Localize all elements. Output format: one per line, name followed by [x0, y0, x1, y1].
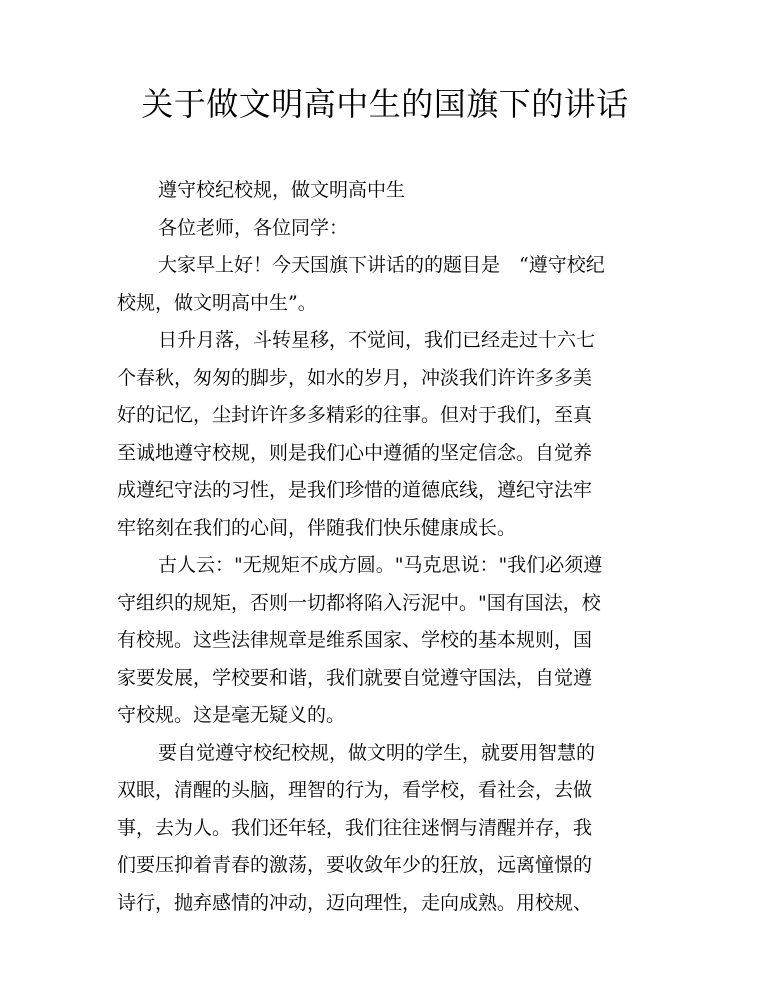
text-line: 事，去为人。我们还年轻，我们往往迷惘与清醒并存，我	[117, 816, 593, 839]
text-line: 诗行，抛弃感情的冲动，迈向理性，走向成熟。用校规、	[117, 891, 593, 914]
document-title: 关于做文明高中生的国旗下的讲话	[141, 85, 629, 123]
text-line: 个春秋，匆匆的脚步，如水的岁月，冲淡我们许许多多美	[117, 366, 593, 389]
text-line: 成遵纪守法的习性，是我们珍惜的道德底线，遵纪守法牢	[117, 479, 593, 501]
text-line: 遵守校纪校规，做文明高中生	[158, 179, 406, 201]
text-line: 有校规。这些法律规章是维系国家、学校的基本规则，国	[117, 629, 593, 651]
text-line: 要自觉遵守校纪校规，做文明的学生，就要用智慧的	[158, 741, 596, 764]
text-line: 牢铭刻在我们的心间，伴随我们快乐健康成长。	[117, 516, 517, 539]
text-line: 校规，做文明高中生”。	[117, 291, 317, 314]
text-line: 好的记忆，尘封许许多多精彩的往事。但对于我们，至真	[117, 404, 593, 426]
document-body	[117, 172, 657, 922]
text-line: 日升月落，斗转星移，不觉间，我们已经走过十六七	[158, 329, 596, 351]
text-line: 至诚地遵守校规，则是我们心中遵循的坚定信念。自觉养	[117, 441, 593, 464]
text-line: 家要发展，学校要和谐，我们就要自觉遵守国法，自觉遵	[117, 666, 593, 689]
text-line: 双眼，清醒的头脑，理智的行为，看学校，看社会，去做	[117, 779, 593, 801]
text-line: 大家早上好！今天国旗下讲话的的题目是 “遵守校纪	[158, 254, 605, 276]
text-line: 古人云："无规矩不成方圆。"马克思说："我们必须遵	[158, 554, 603, 576]
text-line: 守校规。这是毫无疑义的。	[117, 704, 346, 726]
text-line: 各位老师，各位同学：	[158, 216, 349, 239]
text-line: 们要压抑着青春的激荡，要收敛年少的狂放，远离憧憬的	[117, 854, 593, 876]
text-line: 守组织的规矩，否则一切都将陷入污泥中。"国有国法，校	[117, 591, 601, 614]
